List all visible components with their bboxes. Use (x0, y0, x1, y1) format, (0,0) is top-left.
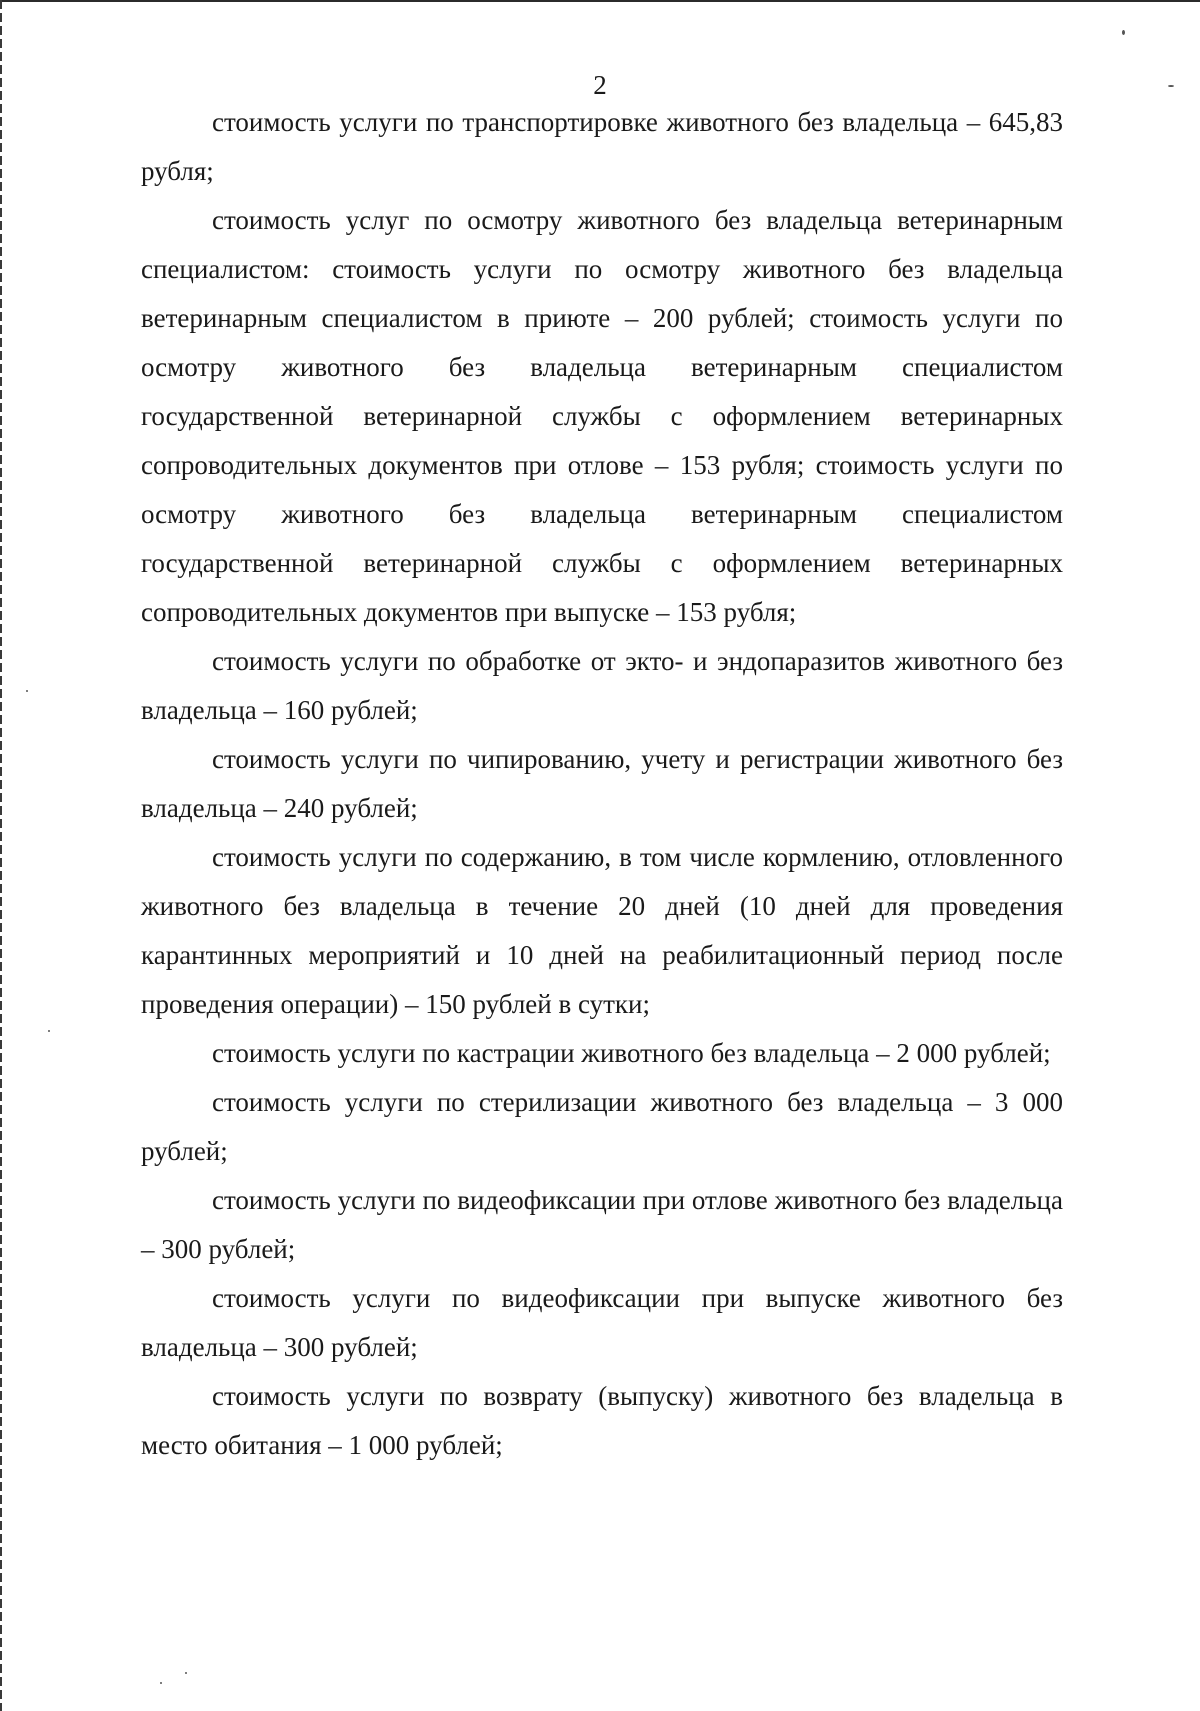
scan-speck (1168, 85, 1174, 87)
document-body (141, 98, 1063, 1470)
paragraph-examination-cost: стоимость услуг по осмотру животного без владельца ветеринарным специалистом: стоимость услуги по осмотру животного без владельца ветеринарным специалистом в приюте – 200 рублей; стоимость услуги по осмотру животного без владельца ветеринарным специалистом государственной ветеринарной службы с оформлением ветеринарных сопроводительных документов при отлове – 153 рубля; стоимость услуги по осмотру животного без владельца ветеринарным специалистом государственной ветеринарной службы с оформлением ветеринарных сопроводительных документов при выпуске – 153 рубля; (141, 205, 1063, 627)
paragraph-sterilization-cost: стоимость услуги по стерилизации животного без владельца – 3 000 рублей; (141, 1087, 1063, 1166)
paragraph-castration-cost: стоимость услуги по кастрации животного без владельца – 2 000 рублей; (212, 1038, 1051, 1068)
paragraph-chipping-cost: стоимость услуги по чипированию, учету и регистрации животного без владельца – 240 рублей; (141, 744, 1063, 823)
paragraph-transport-cost: стоимость услуги по транспортировке животного без владельца – 645,83 рубля; (141, 107, 1063, 186)
scan-speck (1122, 30, 1125, 35)
scan-speck (185, 1672, 187, 1674)
scan-top-edge (0, 0, 1200, 2)
scan-speck (26, 690, 28, 692)
paragraph-video-capture-cost: стоимость услуги по видеофиксации при отлове животного без владельца – 300 рублей; (141, 1185, 1063, 1264)
scan-speck (160, 1682, 162, 1684)
paragraph-parasite-treatment-cost: стоимость услуги по обработке от экто- и эндопаразитов животного без владельца – 160 рублей; (141, 646, 1063, 725)
paragraph-keeping-cost: стоимость услуги по содержанию, в том числе кормлению, отловленного животного без владельца в течение 20 дней (10 дней для проведения карантинных мероприятий и 10 дней на реабилитационный период после проведения операции) – 150 рублей в сутки; (141, 842, 1063, 1019)
paragraph-video-release-cost: стоимость услуги по видеофиксации при выпуске животного без владельца – 300 рублей; (141, 1283, 1063, 1362)
scan-left-edge (0, 0, 2, 1711)
scan-speck (48, 1030, 50, 1032)
page-number: 2 (593, 70, 607, 100)
paragraph-return-cost: стоимость услуги по возврату (выпуску) животного без владельца в место обитания – 1 000 рублей; (141, 1381, 1063, 1460)
